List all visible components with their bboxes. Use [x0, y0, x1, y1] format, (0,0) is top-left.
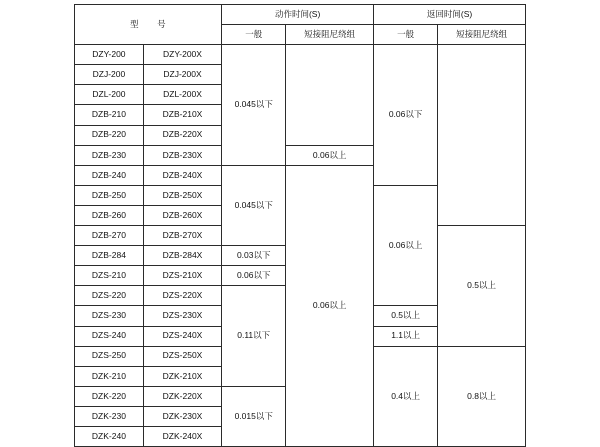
header-action-damping: 短接阻尼绕组: [286, 25, 374, 45]
header-action-general: 一般: [222, 25, 286, 45]
header-return-general: 一般: [374, 25, 438, 45]
cell-model-a: DZS-210: [75, 266, 144, 286]
cell-model-a: DZS-230: [75, 306, 144, 326]
cell-model-a: DZS-240: [75, 326, 144, 346]
cell-model-a: DZB-284: [75, 246, 144, 266]
cell-model-b: DZS-240X: [143, 326, 221, 346]
cell-return-general: 0.06以上: [374, 185, 438, 306]
cell-model-a: DZB-260: [75, 205, 144, 225]
cell-action-general: 0.015以下: [222, 386, 286, 446]
cell-model-a: DZJ-200: [75, 65, 144, 85]
cell-model-b: DZB-260X: [143, 205, 221, 225]
cell-model-b: DZB-210X: [143, 105, 221, 125]
cell-action-general: 0.11以下: [222, 286, 286, 386]
cell-return-general: 0.4以上: [374, 346, 438, 446]
cell-model-a: DZS-220: [75, 286, 144, 306]
cell-model-a: DZL-200: [75, 85, 144, 105]
cell-model-a: DZK-210: [75, 366, 144, 386]
cell-model-a: DZB-270: [75, 226, 144, 246]
cell-return-general: 0.06以下: [374, 45, 438, 186]
cell-action-damping: 0.06以上: [286, 145, 374, 165]
cell-model-b: DZJ-200X: [143, 65, 221, 85]
cell-model-b: DZB-240X: [143, 165, 221, 185]
cell-model-a: DZK-230: [75, 406, 144, 426]
specification-table: [74, 4, 526, 447]
cell-model-a: DZB-250: [75, 185, 144, 205]
cell-model-b: DZL-200X: [143, 85, 221, 105]
cell-model-b: DZS-230X: [143, 306, 221, 326]
cell-model-b: DZK-210X: [143, 366, 221, 386]
cell-return-damping: [438, 45, 526, 226]
cell-model-a: DZS-250: [75, 346, 144, 366]
cell-model-a: DZB-230: [75, 145, 144, 165]
header-return-time: 返回时间(S): [374, 5, 526, 25]
cell-model-b: DZB-284X: [143, 246, 221, 266]
cell-return-general: 0.5以上: [374, 306, 438, 326]
cell-model-a: DZB-220: [75, 125, 144, 145]
cell-return-damping: 0.8以上: [438, 346, 526, 446]
header-action-time: 动作时间(S): [222, 5, 374, 25]
cell-model-b: DZS-210X: [143, 266, 221, 286]
cell-model-b: DZB-220X: [143, 125, 221, 145]
cell-return-general: 1.1以上: [374, 326, 438, 346]
cell-model-a: DZB-240: [75, 165, 144, 185]
cell-model-a: DZB-210: [75, 105, 144, 125]
cell-action-general: 0.06以下: [222, 266, 286, 286]
cell-action-general: 0.045以下: [222, 165, 286, 245]
cell-action-damping: 0.06以上: [286, 165, 374, 446]
table-row: [75, 45, 526, 65]
cell-model-b: DZK-220X: [143, 386, 221, 406]
cell-action-general: 0.03以下: [222, 246, 286, 266]
cell-model-b: DZK-230X: [143, 406, 221, 426]
header-row-groups: [75, 5, 526, 25]
table-body: [75, 45, 526, 447]
cell-model-b: DZS-220X: [143, 286, 221, 306]
cell-model-b: DZY-200X: [143, 45, 221, 65]
cell-return-damping: 0.5以上: [438, 226, 526, 347]
header-model: 型 号: [75, 5, 222, 45]
cell-model-a: DZK-240: [75, 426, 144, 446]
cell-model-b: DZB-270X: [143, 226, 221, 246]
cell-model-b: DZK-240X: [143, 426, 221, 446]
cell-model-a: DZY-200: [75, 45, 144, 65]
cell-model-b: DZB-250X: [143, 185, 221, 205]
header-return-damping: 短接阻尼绕组: [438, 25, 526, 45]
cell-model-b: DZB-230X: [143, 145, 221, 165]
cell-action-damping: [286, 45, 374, 145]
cell-model-b: DZS-250X: [143, 346, 221, 366]
cell-model-a: DZK-220: [75, 386, 144, 406]
table-head: [75, 5, 526, 45]
cell-action-general: 0.045以下: [222, 45, 286, 166]
